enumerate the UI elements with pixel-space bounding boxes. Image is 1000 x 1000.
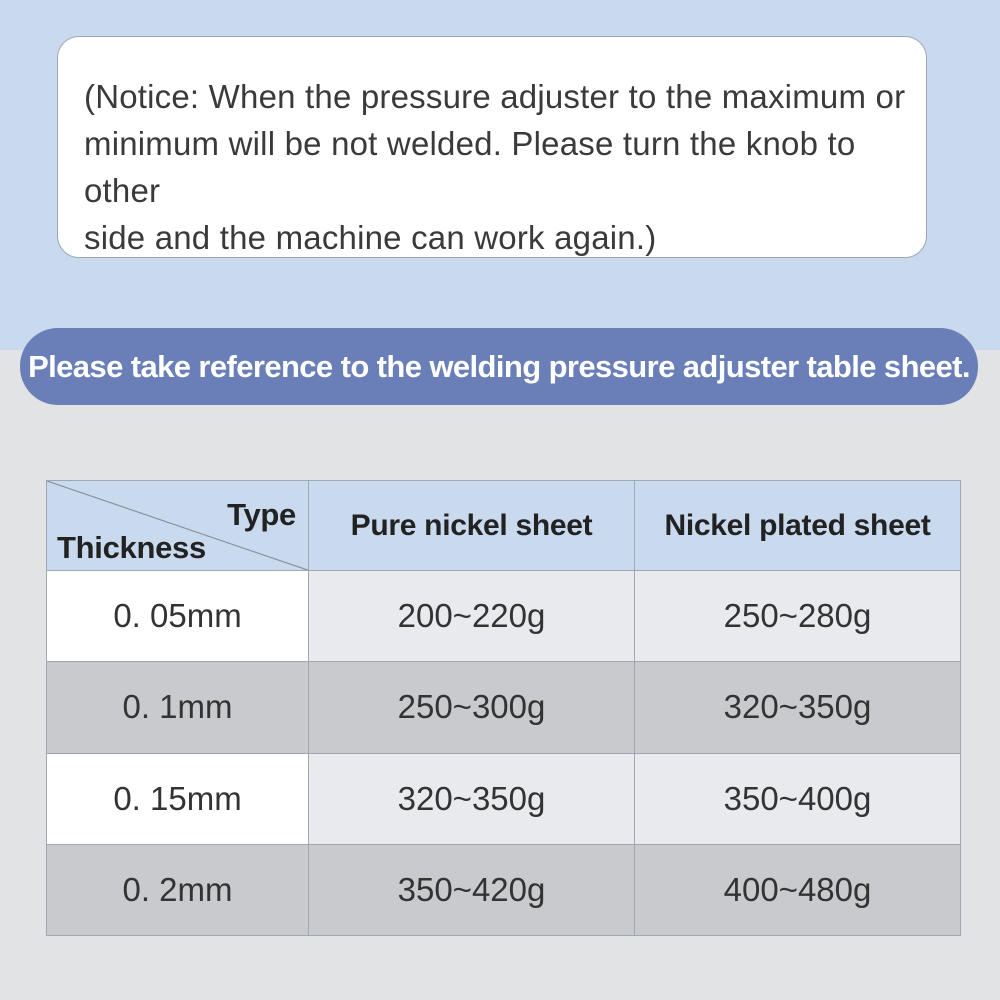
- pure-value-cell: 320~350g: [309, 753, 635, 844]
- plated-value-cell: 320~350g: [635, 662, 961, 753]
- header-nickel-plated: Nickel plated sheet: [635, 481, 961, 571]
- corner-thickness-label: Thickness: [57, 530, 206, 566]
- thickness-cell: 0. 1mm: [47, 662, 309, 753]
- notice-line-2: minimum will be not welded. Please turn the knob to other: [84, 125, 856, 209]
- table-row: [47, 571, 961, 662]
- reference-banner: [20, 328, 978, 405]
- table-row: [47, 753, 961, 844]
- thickness-cell: 0. 05mm: [47, 571, 309, 662]
- table-row: [47, 844, 961, 935]
- table-row: [47, 662, 961, 753]
- header-pure-nickel: Pure nickel sheet: [309, 481, 635, 571]
- notice-box: [57, 36, 927, 258]
- banner-text: Please take reference to the welding pressure adjuster table sheet.: [28, 348, 970, 384]
- pure-value-cell: 350~420g: [309, 844, 635, 935]
- plated-value-cell: 350~400g: [635, 753, 961, 844]
- pressure-table: [46, 480, 961, 936]
- pure-value-cell: 250~300g: [309, 662, 635, 753]
- plated-value-cell: 400~480g: [635, 844, 961, 935]
- plated-value-cell: 250~280g: [635, 571, 961, 662]
- notice-line-1: (Notice: When the pressure adjuster to the maximum or: [84, 78, 906, 115]
- thickness-cell: 0. 15mm: [47, 753, 309, 844]
- corner-type-label: Type: [227, 497, 296, 532]
- notice-line-3: side and the machine can work again.): [84, 219, 657, 256]
- pure-value-cell: 200~220g: [309, 571, 635, 662]
- table-header-row: [47, 481, 961, 571]
- thickness-cell: 0. 2mm: [47, 844, 309, 935]
- corner-header-cell: [47, 481, 309, 571]
